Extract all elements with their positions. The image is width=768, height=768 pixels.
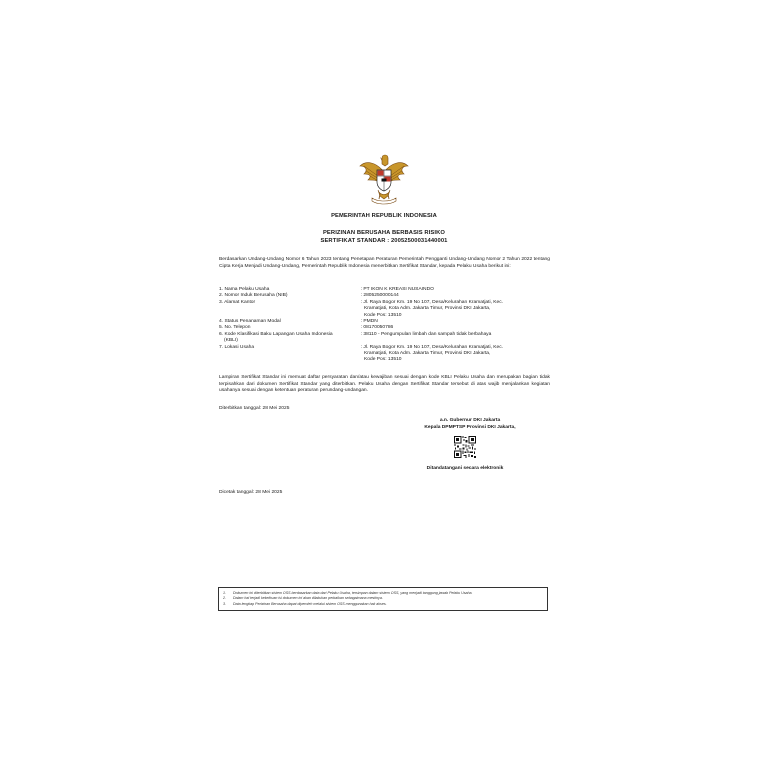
- printed-date: Dicetak tanggal: 28 Mei 2025: [219, 490, 283, 495]
- field-value: :PMDN: [361, 319, 378, 325]
- field-label: 2. Nomor Induk Berusaha (NIB): [219, 293, 288, 299]
- signatory-line-2: Kepala DPMPTSP Provinsi DKI Jakarta,: [424, 425, 516, 430]
- field-label: 7. Lokasi Usaha: [219, 344, 255, 350]
- electronic-signature-note: Ditandatangani secara elektronik: [426, 466, 504, 471]
- footnote-box: [218, 587, 548, 611]
- field-value: :Jl. Raya Bogor Km. 19 No 107, Desa/Kelurahan Kramatjati, Kec. Kramatjati, Kota Adm. Jakarta Timur, Provinsi DKI Jakarta, Kode Pos: 13510: [361, 344, 504, 363]
- issued-date: Diterbitkan tanggal: 28 Mei 2025: [219, 406, 290, 411]
- field-value: :2805250000144: [361, 293, 399, 299]
- field-value: :Jl. Raya Bogor Km. 19 No 107, Desa/Kelurahan Kramatjati, Kec. Kramatjati, Kota Adm. Jakarta Timur, Provinsi DKI Jakarta, Kode Pos: 13510: [361, 299, 504, 318]
- attachment-paragraph: Lampiran Sertifikat Standar ini memuat daftar persyaratan dan/atau kewajiban sesuai dengan kode KBLI Pelaku Usaha dan merupakan bagian tidak terpisahkan dari dokumen Sertifikat Standar yang diterbitkan. Pelaku Usaha dengan Sertifikat Standar tersebut di atas wajib menjalankan kegiatan usahanya sesuai dengan ketentuan peraturan perundang-undangan.: [219, 375, 550, 394]
- field-label: 3. Alamat Kantor: [219, 299, 256, 305]
- field-row-location: [219, 345, 550, 364]
- field-label: 1. Nama Pelaku Usaha: [219, 287, 270, 292]
- garuda-emblem-icon: [358, 152, 410, 206]
- government-heading: PEMERINTAH REPUBLIK INDONESIA: [331, 213, 437, 219]
- field-row-address: [219, 300, 550, 319]
- footnote-item: 2. Dalam hal terjadi kekeliruan isi dokumen ini akan dilakukan perbaikan sebagaimana mestinya.: [223, 596, 383, 601]
- certificate-number: SERTIFIKAT STANDAR : 20052500031440001: [320, 238, 448, 244]
- signature-block: [410, 417, 530, 431]
- field-label: 4. Status Penanaman Modal: [219, 319, 281, 325]
- field-label: 5. No. Telepon: [219, 325, 251, 331]
- field-value: :PT IKON K KREASI NUSAINDO: [361, 287, 434, 292]
- footnote-item: 3. Data lengkap Perizinan Berusaha dapat diperoleh melalui sistem OSS menggunakan hak akses.: [223, 601, 387, 606]
- field-label: 6. Kode Klasifikasi Baku Lapangan Usaha Indonesia (KBLI): [219, 331, 333, 344]
- field-row-kbli: [219, 332, 550, 345]
- intro-paragraph: Berdasarkan Undang-Undang Nomor 6 Tahun 2023 tentang Penetapan Peraturan Pemerintah Pengganti Undang-Undang Nomor 2 Tahun 2022 tentang Cipta Kerja Menjadi Undang-Undang, Pemerintah Republik Indonesia menerbitkan Sertifikat Standar, kepada Pelaku Usaha berikut ini:: [219, 257, 550, 269]
- footnote-item: 1. Dokumen ini diterbitkan sistem OSS berdasarkan data dari Pelaku Usaha, tersimpan dalam sistem OSS, yang menjadi tanggung jawab Pelaku Usaha.: [223, 591, 473, 595]
- field-value: :08170050786: [361, 325, 394, 331]
- field-value: :38110 - Pengumpulan limbah dan sampah tidak berbahaya: [361, 331, 492, 337]
- business-fields: [219, 287, 550, 364]
- qr-code-icon: [454, 436, 476, 458]
- signatory-line-1: a.n. Gubernur DKI Jakarta: [439, 418, 501, 423]
- document-title: PERIZINAN BERUSAHA BERBASIS RISIKO: [322, 230, 446, 236]
